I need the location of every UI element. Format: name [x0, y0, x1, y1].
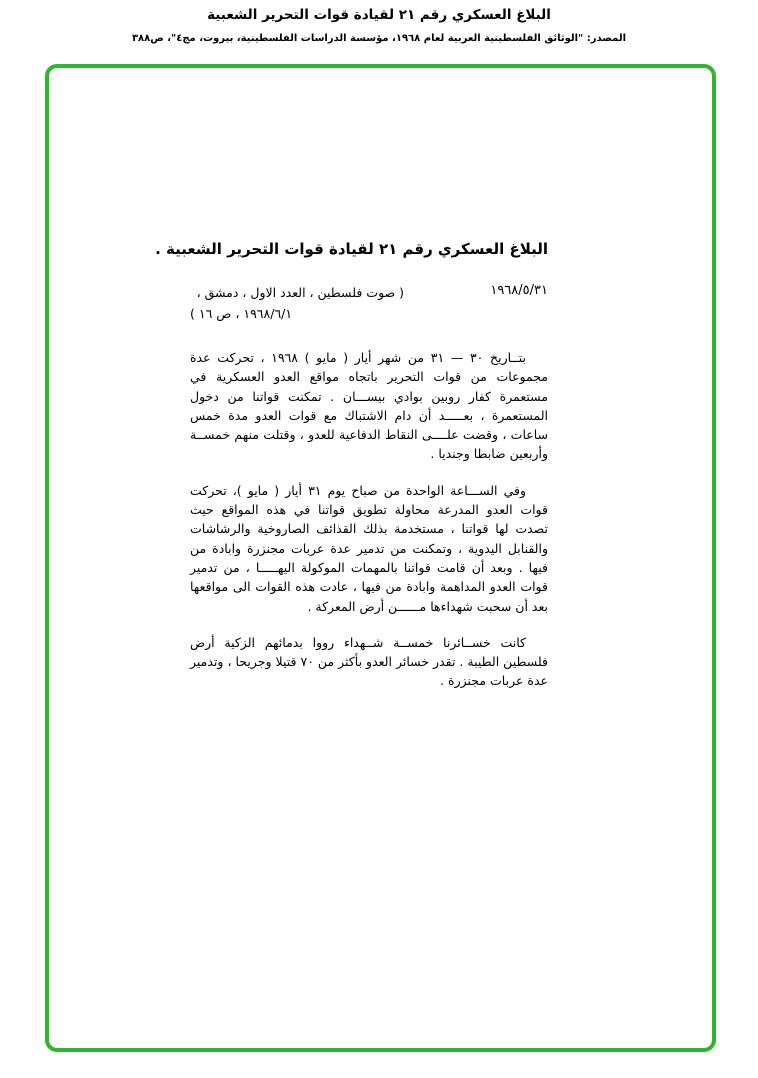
citation-row: [190, 282, 548, 334]
citation-line-1: ( صوت فلسطين ، العدد الاول ، دمشق ،: [196, 285, 404, 300]
document-frame: [45, 64, 716, 1052]
page-title: البلاغ العسكري رقم ٢١ لقيادة قوات التحرير الشعبية: [207, 7, 551, 23]
paragraph-3: كانت خســائرنا خمســة شــهداء رووا بدمائهم الزكية أرض فلسطين الطيبة . تقدر خسائر العدو بأكثر من ٧٠ قتيلا وجريحا ، وتدمير عدة عربات مجنزرة .: [190, 634, 548, 689]
communique-date: ١٩٦٨/٥/٣١: [490, 283, 548, 298]
citation-line-2: ١٩٦٨/٦/١ ، ص ١٦ ): [190, 306, 293, 321]
source-citation: المصدر: "الوثائق الفلسطينية العربية لعام ١٩٦٨، مؤسسة الدراسات الفلسطينية، بيروت، مج٤"، ص٣٨٨: [131, 33, 627, 44]
communique-title: البلاغ العسكري رقم ٢١ لقيادة قوات التحرير الشعبية .: [155, 240, 548, 258]
paragraph-1: بتــاريخ ٣٠ — ٣١ من شهر أيار ( مايو ) ١٩٦٨ ، تحركت عدة مجموعات من قوات التحرير باتجاه مواقع العدو العسكرية في مستعمرة كفار روبين بوادي بيســـان . تمكنت قواتنا من دخول المستعمرة ، بعـــــد أن دام الاشتباك مع قوات العدو مدة خمس ساعات ، وقضت علــــى النقاط الدفاعية للعدو ، وقتلت منهم خمســة وأربعين ضابطا وجنديا .: [190, 350, 548, 462]
publication-citation: [190, 282, 404, 324]
document-body: [155, 240, 548, 708]
paragraph-2: وفي الســـاعة الواحدة من صباح يوم ٣١ أيار ( مايو )، تحركت قوات العدو المدرعة محاولة تطويق قواتنا في هذه المواقع حيث تصدت لها قواتنا ، مستخدمة بذلك القذائف الصاروخية والرشاشات والقنابل اليدوية ، وتمكنت من تدمير عدة عربات مجنزرة وابادة من فيها . وبعد أن قامت قواتنا بالمهمات الموكولة اليهـــــا ، من تدمير قوات العدو المداهمة وابادة من فيها ، عادت هذه القوات الى مواقعها بعد أن سحبت شهداءها مــــــن أرض المعركة .: [190, 482, 548, 614]
page-header: [0, 7, 758, 44]
